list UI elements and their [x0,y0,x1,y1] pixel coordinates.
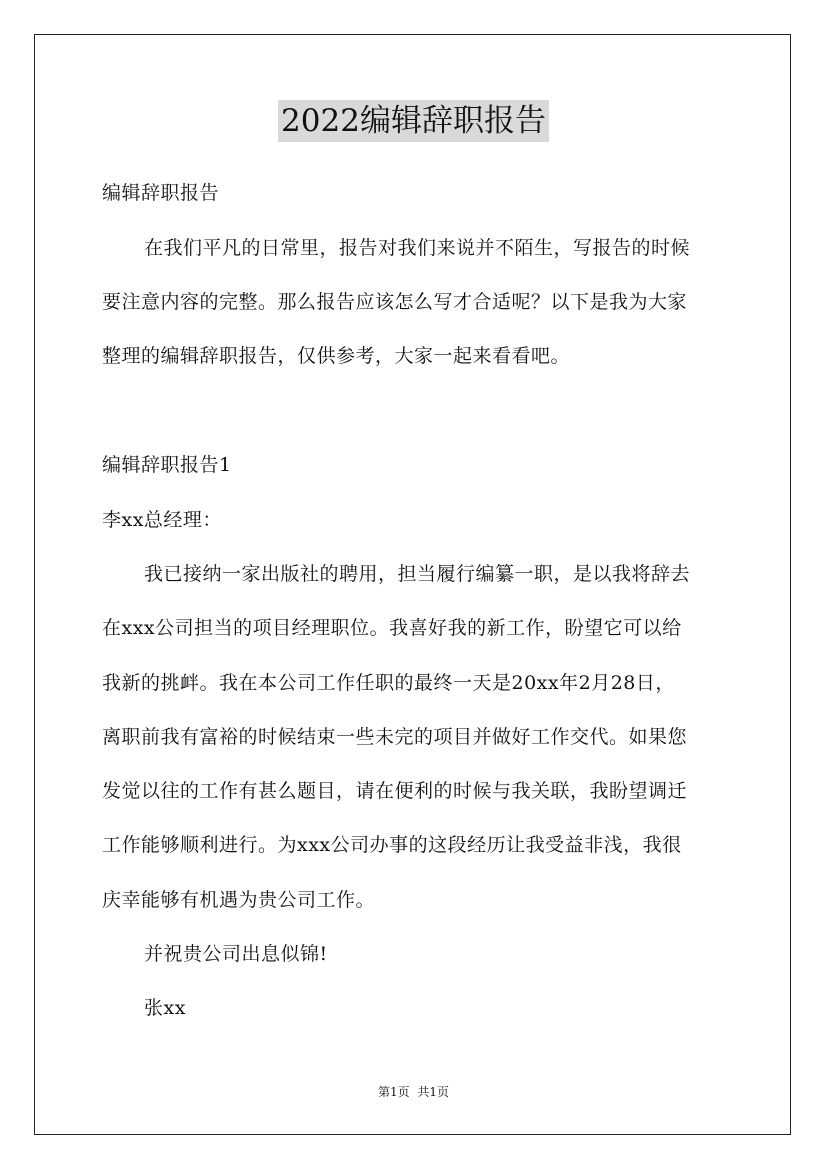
body-line: 发觉以往的工作有甚么题目，请在便利的时候与我关联，我盼望调迁 [102,780,688,802]
closing-line: 并祝贵公司出息似锦! [144,943,328,965]
body-line: 在xxx公司担当的项目经理职位。我喜好我的新工作，盼望它可以给 [102,617,682,639]
section-heading: 编辑辞职报告1 [102,454,232,476]
page-number: 第1页 [377,1085,410,1099]
body-line: 我已接纳一家出版社的聘用，担当履行编纂一职，是以我将辞去 [144,563,691,585]
intro-line: 整理的编辑辞职报告，仅供参考，大家一起来看看吧。 [102,345,571,367]
body-line: 庆幸能够有机遇为贵公司工作。 [102,889,376,911]
body-line: 离职前我有富裕的时候结束一些未完的项目并做好工作交代。如果您 [102,726,688,748]
title-container [0,100,827,142]
salutation: 李xx总经理： [102,509,222,531]
page-footer [0,1084,827,1100]
intro-line: 在我们平凡的日常里，报告对我们来说并不陌生，写报告的时候 [144,237,691,259]
body-line: 工作能够顺利进行。为xxx公司办事的这段经历让我受益非浅，我很 [102,834,682,856]
document-subtitle: 编辑辞职报告 [102,182,220,204]
body-line: 我新的挑衅。我在本公司工作任职的最终一天是20xx年2月28日， [102,672,675,694]
intro-line: 要注意内容的完整。那么报告应该怎么写才合适呢？以下是我为大家 [102,291,688,313]
page-total: 共1页 [417,1085,450,1099]
document-title: 2022编辑辞职报告 [278,100,549,142]
signature: 张xx [144,997,186,1019]
